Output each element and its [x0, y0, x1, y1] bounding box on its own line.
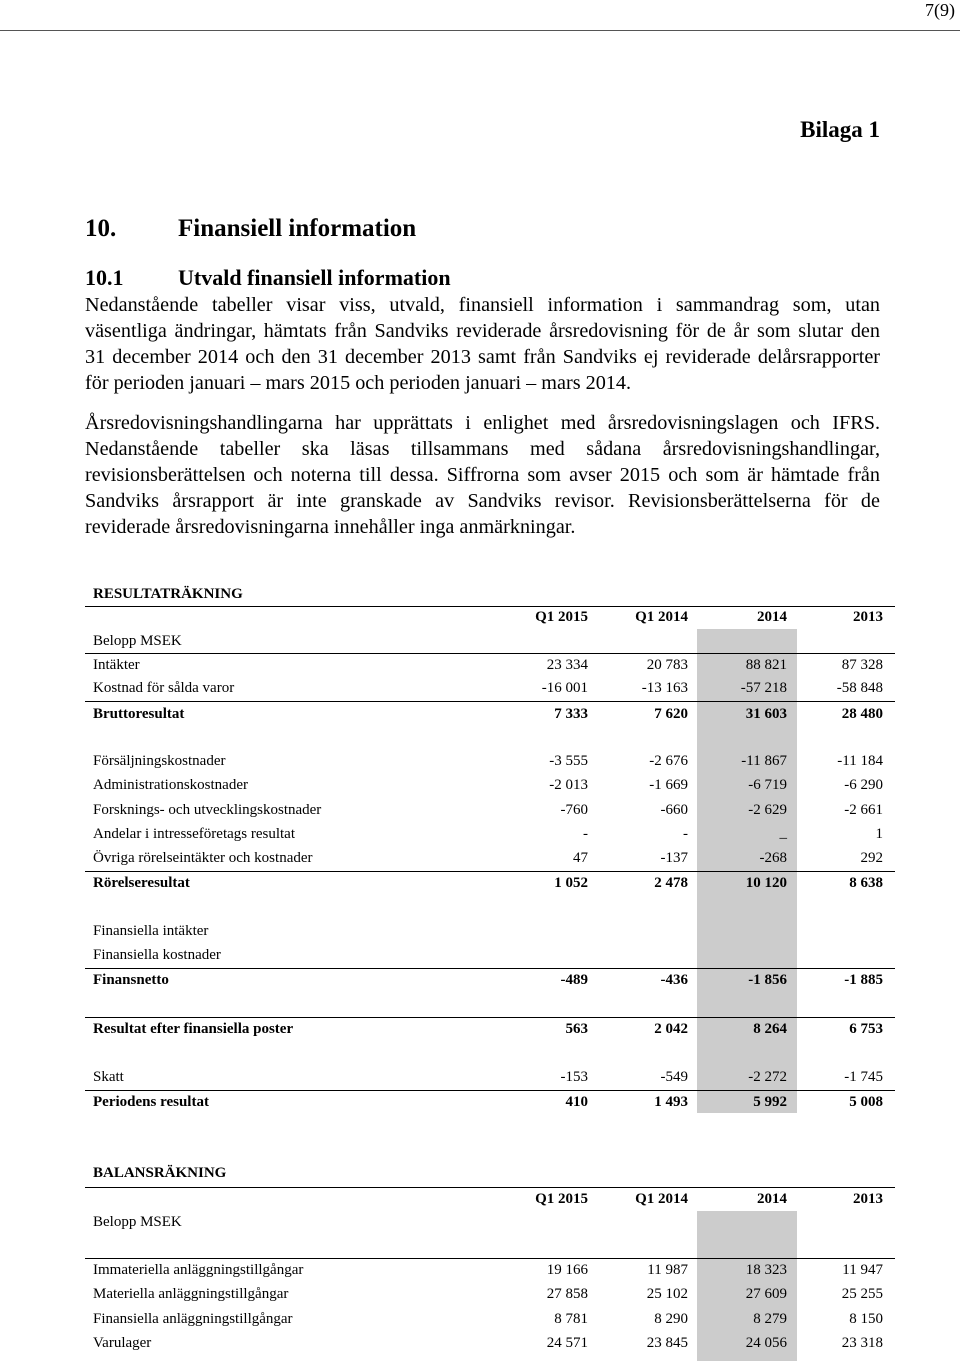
row-label: Bruttoresultat: [93, 706, 185, 722]
table-row: [0, 752, 960, 770]
cell-value: 8 279: [753, 1311, 787, 1327]
cell-value: 563: [565, 1021, 588, 1037]
column-header-row: [0, 608, 960, 626]
row-label: Rörelseresultat: [93, 875, 190, 891]
table-rule: [85, 1090, 895, 1091]
column-header: 2013: [853, 1191, 883, 1207]
cell-value: -1 856: [748, 972, 787, 988]
paragraph-line: väsentliga ändringar, hämtats från Sandviks reviderade årsredovisning för de år som slutar den: [85, 320, 880, 342]
table-rule: [85, 1258, 895, 1259]
cell-value: -13 163: [641, 680, 688, 696]
cell-value: -: [583, 826, 588, 842]
page-number: 7(9): [925, 0, 955, 20]
row-label: Resultat efter finansiella poster: [93, 1021, 294, 1037]
cell-value: 8 638: [849, 875, 883, 891]
cell-value: 11 947: [842, 1262, 883, 1278]
paragraph-line: reviderade årsredovisningarna innehåller inga anmärkningar.: [85, 516, 576, 538]
appendix-label: Bilaga 1: [800, 117, 880, 142]
column-header: Q1 2015: [535, 1191, 588, 1207]
table-row: [0, 946, 960, 964]
cell-value: -3 555: [549, 753, 588, 769]
unit-label: Belopp MSEK: [93, 633, 182, 649]
subsection-number: 10.1: [85, 265, 124, 290]
cell-value: 2 478: [654, 875, 688, 891]
cell-value: -268: [759, 850, 787, 866]
cell-value: -1 885: [844, 972, 883, 988]
table-row: [0, 1334, 960, 1352]
table-row: [0, 1310, 960, 1328]
cell-value: 7 333: [554, 706, 588, 722]
column-header: Q1 2014: [635, 1191, 688, 1207]
cell-value: 87 328: [841, 657, 883, 673]
unit-row: [0, 632, 960, 650]
section-title: Finansiell information: [178, 215, 417, 242]
cell-value: 18 323: [745, 1262, 787, 1278]
table-row: [0, 1261, 960, 1279]
paragraph-line: revisionsberättelsen och noterna till dessa. Siffrorna som avser 2015 och som är hämtade från: [85, 464, 880, 486]
cell-value: 6 753: [849, 1021, 883, 1037]
cell-value: 8 264: [753, 1021, 787, 1037]
row-label: Periodens resultat: [93, 1094, 209, 1110]
row-label: Immateriella anläggningstillgångar: [93, 1262, 304, 1278]
column-header: 2014: [757, 1191, 787, 1207]
cell-value: 10 120: [745, 875, 787, 891]
cell-value: 292: [860, 850, 883, 866]
cell-value: -1 745: [844, 1069, 883, 1085]
cell-value: -: [683, 826, 688, 842]
table-row: [0, 849, 960, 867]
cell-value: -2 272: [748, 1069, 787, 1085]
cell-value: 23 334: [546, 657, 588, 673]
unit-label: Belopp MSEK: [93, 1214, 182, 1230]
cell-value: 31 603: [745, 706, 787, 722]
intro-paragraph-1: [85, 292, 880, 396]
table-rule: [85, 653, 895, 654]
table-rule: [85, 1017, 895, 1018]
cell-value: 410: [565, 1094, 588, 1110]
cell-value: 5 992: [753, 1094, 787, 1110]
table-row: [0, 705, 960, 723]
row-label: Andelar i intresseföretags resultat: [93, 826, 296, 842]
cell-value: 27 858: [546, 1286, 588, 1302]
cell-value: 5 008: [849, 1094, 883, 1110]
cell-value: 2 042: [654, 1021, 688, 1037]
table-rule: [85, 968, 895, 969]
row-label: Finansiella anläggningstillgångar: [93, 1311, 293, 1327]
cell-value: -760: [560, 802, 588, 818]
cell-value: -549: [660, 1069, 688, 1085]
cell-value: -57 218: [740, 680, 787, 696]
cell-value: -2 661: [844, 802, 883, 818]
cell-value: -6 290: [844, 777, 883, 793]
cell-value: 19 166: [546, 1262, 588, 1278]
cell-value: -11 184: [837, 753, 883, 769]
row-label: Övriga rörelseintäkter och kostnader: [93, 850, 313, 866]
table-row: [0, 922, 960, 940]
cell-value: -2 013: [549, 777, 588, 793]
header-rule: [0, 30, 960, 31]
table-rule: [85, 606, 895, 607]
cell-value: 20 783: [646, 657, 688, 673]
cell-value: 25 102: [646, 1286, 688, 1302]
cell-value: 8 150: [849, 1311, 883, 1327]
cell-value: -436: [660, 972, 688, 988]
row-label: Forsknings- och utvecklingskostnader: [93, 802, 322, 818]
table-row: [0, 1020, 960, 1038]
table-rule: [85, 871, 895, 872]
row-label: Finansnetto: [93, 972, 169, 988]
row-label: Materiella anläggningstillgångar: [93, 1286, 289, 1302]
row-label: Administrationskostnader: [93, 777, 248, 793]
cell-value: 1 493: [654, 1094, 688, 1110]
cell-value: -153: [560, 1069, 588, 1085]
paragraph-line: Nedanstående tabeller visar viss, utvald, finansiell information i sammandrag som, utan: [85, 294, 880, 316]
cell-value: 23 845: [646, 1335, 688, 1351]
cell-value: 25 255: [841, 1286, 883, 1302]
row-label: Finansiella kostnader: [93, 947, 221, 963]
row-label: Finansiella intäkter: [93, 923, 209, 939]
column-header: 2013: [853, 609, 883, 625]
cell-value: 27 609: [745, 1286, 787, 1302]
table-row: [0, 1285, 960, 1303]
column-header: Q1 2014: [635, 609, 688, 625]
table-title: RESULTATRÄKNING: [93, 586, 243, 602]
cell-value: –: [779, 830, 787, 846]
cell-value: 47: [573, 850, 588, 866]
cell-value: -2 629: [748, 802, 787, 818]
paragraph-line: 31 december 2014 och den 31 december 2013 samt från Sandviks ej reviderade delårsrapporter: [85, 346, 880, 368]
intro-paragraph-2: [85, 410, 880, 540]
paragraph-line: för perioden januari – mars 2015 och perioden januari – mars 2014.: [85, 372, 632, 394]
cell-value: -11 867: [741, 753, 787, 769]
subsection-title: Utvald finansiell information: [178, 265, 451, 290]
row-label: Försäljningskostnader: [93, 753, 226, 769]
table-row: [0, 801, 960, 819]
table-rule: [85, 1187, 895, 1188]
column-header-row: [0, 1190, 960, 1208]
table-row: [0, 874, 960, 892]
cell-value: -58 848: [836, 680, 883, 696]
cell-value: -660: [660, 802, 688, 818]
table-row: [0, 825, 960, 846]
cell-value: -137: [660, 850, 688, 866]
paragraph-line: Sandviks årsrapport är inte granskade av Sandviks revisor. Revisionsberättelserna för de: [85, 490, 880, 512]
cell-value: 28 480: [841, 706, 883, 722]
table-row: [0, 776, 960, 794]
row-label: Skatt: [93, 1069, 124, 1085]
column-header: Q1 2015: [535, 609, 588, 625]
cell-value: 23 318: [841, 1335, 883, 1351]
cell-value: 24 571: [546, 1335, 588, 1351]
cell-value: -1 669: [649, 777, 688, 793]
cell-value: 1 052: [554, 875, 588, 891]
cell-value: -16 001: [541, 680, 588, 696]
column-header: 2014: [757, 609, 787, 625]
cell-value: -2 676: [649, 753, 688, 769]
cell-value: 24 056: [745, 1335, 787, 1351]
cell-value: -489: [560, 972, 588, 988]
table-row: [0, 1093, 960, 1111]
row-label: Intäkter: [93, 657, 140, 673]
cell-value: 8 781: [554, 1311, 588, 1327]
table-row: [0, 1068, 960, 1086]
table-title: BALANSRÄKNING: [93, 1165, 227, 1181]
paragraph-line: Nedanstående tabeller ska läsas tillsammans med sådana årsredovisningshandlingar,: [85, 438, 880, 460]
row-label: Kostnad för sålda varor: [93, 680, 235, 696]
cell-value: 88 821: [745, 657, 787, 673]
table-row: [0, 679, 960, 697]
table-rule: [85, 701, 895, 702]
cell-value: 1: [875, 826, 883, 842]
section-number: 10.: [85, 215, 117, 242]
cell-value: 8 290: [654, 1311, 688, 1327]
row-label: Varulager: [93, 1335, 152, 1351]
cell-value: 7 620: [654, 706, 688, 722]
table-row: [0, 656, 960, 674]
unit-row: [0, 1213, 960, 1231]
cell-value: -6 719: [748, 777, 787, 793]
table-row: [0, 971, 960, 989]
paragraph-line: Årsredovisningshandlingarna har upprättats i enlighet med årsredovisningslagen och IFRS.: [85, 412, 880, 434]
cell-value: 11 987: [647, 1262, 688, 1278]
